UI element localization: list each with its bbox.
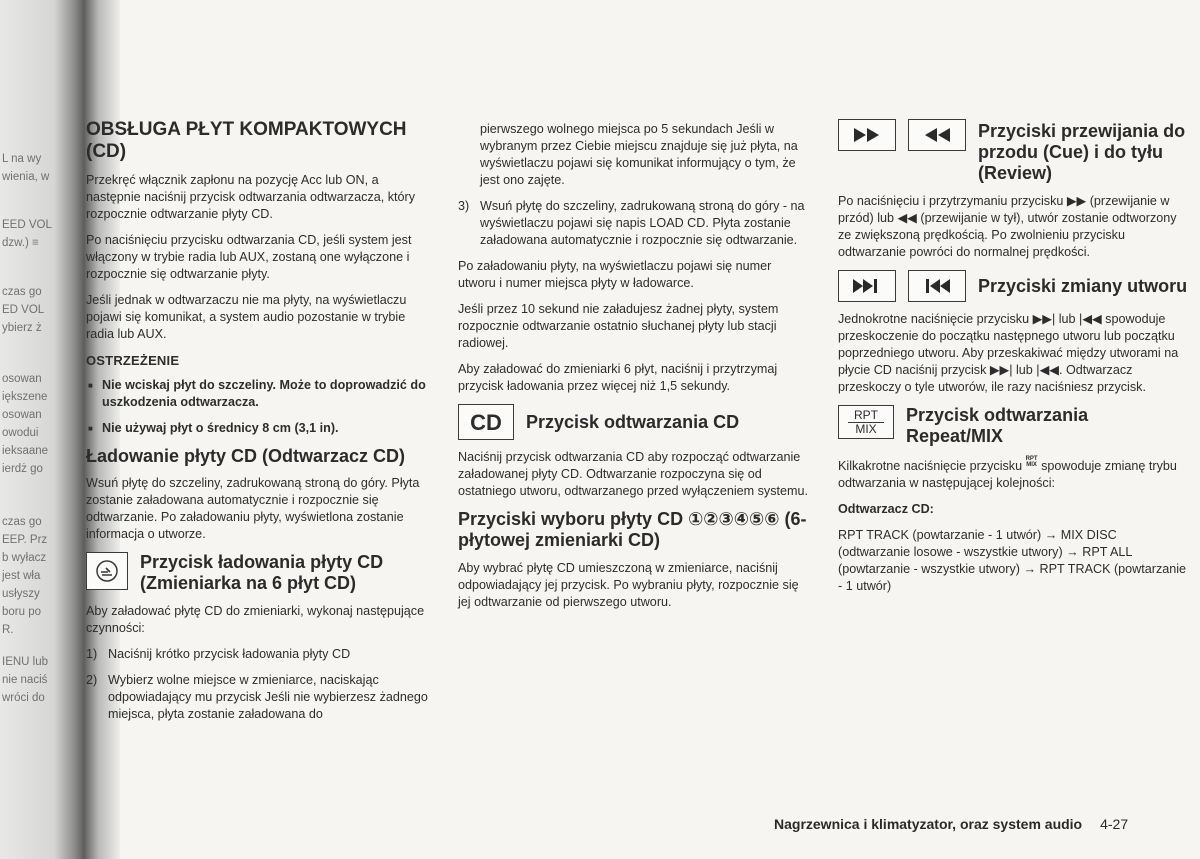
step-text: pierwszego wolnego miejsca po 5 sekundach Jeśli w wybranym przez Ciebie miejscu znajduje się już płyta, na wyświetlaczu pojawi się komunikat informujący o tym, że jest ono zajęte.: [480, 122, 798, 187]
track-paragraph: Jednokrotne naciśnięcie przycisku ▶▶| lub |◀◀ spowoduje przeskoczenie do początku następnego utworu lub początku poprzedniego utworu. Aby przeskakiwać między utworami na płycie CD naciśnij przycisk ▶▶| lub |◀◀. Odtwarzacz przeskoczy o tyle utworów, ile razy naciśniesz przycisk.: [838, 312, 1179, 394]
left-page-text-fragment: iększene: [2, 391, 48, 403]
left-page-text-fragment: usłyszy: [2, 588, 40, 600]
warning-title: OSTRZEŻENIE: [86, 353, 180, 368]
step-text: Wybierz wolne miejsce w zmieniarce, naciskając odpowiadający mu przycisk Jeśli nie wybierzesz żadnego miejsca, płyta zostanie załadowana do: [108, 673, 428, 721]
changer-paragraph: Aby załadować płytę CD do zmieniarki, wykonaj następujące czynności:: [86, 604, 425, 635]
changer-title: Przycisk ładowania płyty CD (Zmieniarka na 6 płyt CD): [140, 552, 384, 593]
left-page-text-fragment: boru po: [2, 606, 42, 618]
left-page-text-fragment: owodui: [2, 427, 39, 439]
mix-inline-bottom: MIX: [1026, 462, 1037, 468]
fast-forward-icon: [838, 119, 896, 151]
step-2: [86, 672, 430, 723]
step-1: [86, 646, 430, 663]
rpt-text-start: Kilkakrotne naciśnięcie przycisku: [838, 459, 1023, 473]
cue-heading: [838, 119, 1188, 184]
rpt-text-end: spowoduje zmianę trybu odtwarzania w następującej kolejności:: [838, 459, 1177, 490]
next-track-icon: [838, 270, 896, 302]
player-sequence: RPT TRACK (powtarzanie - 1 utwór) → MIX DISC (odtwarzanie losowe - wszystkie utwory) → RPT ALL (powtarzanie - wszystkie utwory) → RPT TRACK (powtarzanie - 1 utwór): [838, 528, 1187, 593]
cue-paragraph: Po naciśnięciu i przytrzymaniu przycisku ▶▶ (przewijanie w przód) lub ◀◀ (przewijanie w tył), utwór zostanie odtworzony ze zwiększoną prędkością. Po zwolnieniu przycisku odtwarzanie powróci do normalnej prędkości.: [838, 194, 1177, 259]
left-page-text-fragment: IENU lub: [2, 656, 49, 668]
load-title: Ładowanie płyty CD (Odtwarzacz CD): [86, 446, 406, 466]
cd-heading: [458, 404, 810, 440]
warning-item: ■ Nie używaj płyt o średnicy 8 cm (3,1 in).: [86, 420, 430, 437]
track-title: Przyciski zmiany utworu: [978, 275, 1188, 296]
step-2-continued: [458, 121, 810, 189]
page-footer: [774, 816, 1128, 832]
left-page-text-fragment: EED VOL: [2, 219, 52, 231]
left-page-text-fragment: R.: [2, 624, 14, 636]
left-page-text-fragment: czas go: [2, 516, 42, 528]
paragraph-timeout: Jeśli przez 10 sekund nie załadujesz żadnej płyty, system rozpocznie odtwarzanie ostatnio słuchanej płyty lub stacji radiowej.: [458, 302, 779, 350]
section-title: OBSŁUGA PŁYT KOMPAKTOWYCH (CD): [86, 119, 407, 162]
paragraph-six-discs: Aby załadować do zmieniarki 6 płyt, naciśnij i przytrzymaj przycisk ładowania przez więcej niż 1,5 sekundy.: [458, 362, 778, 393]
paragraph-no-disc: Jeśli jednak w odtwarzaczu nie ma płyty, na wyświetlaczu pojawi się komunikat, a system audio pozostanie w trybie radia lub AUX.: [86, 293, 407, 341]
left-page-text-fragment: wróci do: [2, 692, 45, 704]
rpt-paragraph: [838, 456, 1188, 492]
rpt-inline-top: RPT: [1025, 456, 1038, 462]
left-page-text-fragment: osowan: [2, 409, 42, 421]
warning-item: ■ Nie wciskaj płyt do szczeliny. Może to doprowadzić do uszkodzenia odtwarzacza.: [86, 377, 430, 411]
load-button-icon: [86, 552, 128, 590]
warning-list: [86, 377, 430, 437]
left-page-text-fragment: osowan: [2, 373, 42, 385]
paragraph-cd-button: Po naciśnięciu przycisku odtwarzania CD, jeśli system jest włączony w trybie radia lub AUX, zostaną one wyłączone i rozpocznie się odtwarzanie płyty.: [86, 233, 412, 281]
left-page-text-fragment: b wyłacz: [2, 552, 47, 564]
step-number: 3): [458, 199, 470, 213]
left-page-text-fragment: ED VOL: [2, 304, 45, 316]
cd-paragraph: Naciśnij przycisk odtwarzania CD aby rozpocząć odtwarzanie załadowanej płyty CD. Odtwarzanie rozpoczyna się od ostatniego utworu, odtwarzanego przed wyłączeniem systemu.: [458, 450, 809, 498]
left-page-text-fragment: EEP. Prz: [2, 534, 48, 546]
step-text: Wsuń płytę do szczeliny, zadrukowaną stroną do góry - na wyświetlaczu pojawi się napis LOAD CD. Płyta zostanie załadowana automatycznie i rozpocznie się odtwarzanie.: [480, 199, 805, 247]
step-text: Naciśnij krótko przycisk ładowania płyty CD: [108, 647, 351, 661]
intro-paragraph: Przekręć włącznik zapłonu na pozycję Acc lub ON, a następnie naciśnij przycisk odtwarzania odtwarzacza, który rozpocznie odtwarzanie płyty CD.: [86, 173, 415, 221]
left-page-fragment: [0, 0, 64, 859]
paragraph-track-number: Po załadowaniu płyty, na wyświetlaczu pojawi się numer utworu i numer miejsca płyty w ładowarce.: [458, 259, 772, 290]
changer-heading: [86, 552, 430, 594]
page-number: 4-27: [1100, 816, 1129, 832]
left-page-text-fragment: ybierz ż: [2, 322, 42, 334]
left-page-text-fragment: nie naciś: [2, 674, 48, 686]
left-page-text-fragment: wienia, w: [2, 171, 50, 183]
cd-button-icon: CD: [458, 404, 514, 440]
cue-title: Przyciski przewijania do przodu (Cue) i do tyłu (Review): [978, 121, 1186, 183]
left-page-text-fragment: jest wła: [2, 570, 41, 582]
mix-label: MIX: [855, 421, 877, 436]
footer-section-title: Nagrzewnica i klimatyzator, oraz system audio: [774, 816, 1083, 832]
rewind-icon: [908, 119, 966, 151]
left-page-text-fragment: L na wy: [2, 153, 42, 165]
rpt-label: RPT: [848, 409, 884, 423]
left-page-text-fragment: czas go: [2, 286, 42, 298]
select-title: Przyciski wyboru płyty CD ①②③④⑤⑥ (6-płytowej zmieniarki CD): [458, 509, 807, 550]
rpt-heading: [838, 405, 1188, 447]
left-page-text-fragment: dzw.) ≡: [2, 237, 39, 249]
step-number: 2): [86, 673, 98, 687]
rpt-title: Przycisk odtwarzania Repeat/MIX: [906, 405, 1089, 446]
step-number: 1): [86, 647, 98, 661]
load-paragraph: Wsuń płytę do szczeliny, zadrukowaną stroną do góry. Płyta zostanie załadowana automatycznie i rozpocznie się odtwarzanie. Po załadowaniu płyty, wyświetlona zostanie informacja o utworze.: [86, 476, 420, 541]
left-page-text-fragment: ierdż go: [2, 463, 43, 475]
player-label: Odtwarzacz CD:: [838, 502, 934, 516]
previous-track-icon: [908, 270, 966, 302]
select-paragraph: Aby wybrać płytę CD umieszczoną w zmieniarce, naciśnij odpowiadający jej przycisk. Po wybraniu płyty, rozpocznie się jej odtwarzanie od pierwszego utworu.: [458, 561, 799, 609]
track-heading: [838, 270, 1188, 302]
rpt-mix-inline-icon: [1026, 456, 1038, 468]
cd-title: Przycisk odtwarzania CD: [526, 411, 740, 432]
left-page-text-fragment: ieksaane: [2, 445, 49, 457]
step-3: [458, 198, 810, 249]
repeat-mix-button-icon: [838, 405, 894, 439]
